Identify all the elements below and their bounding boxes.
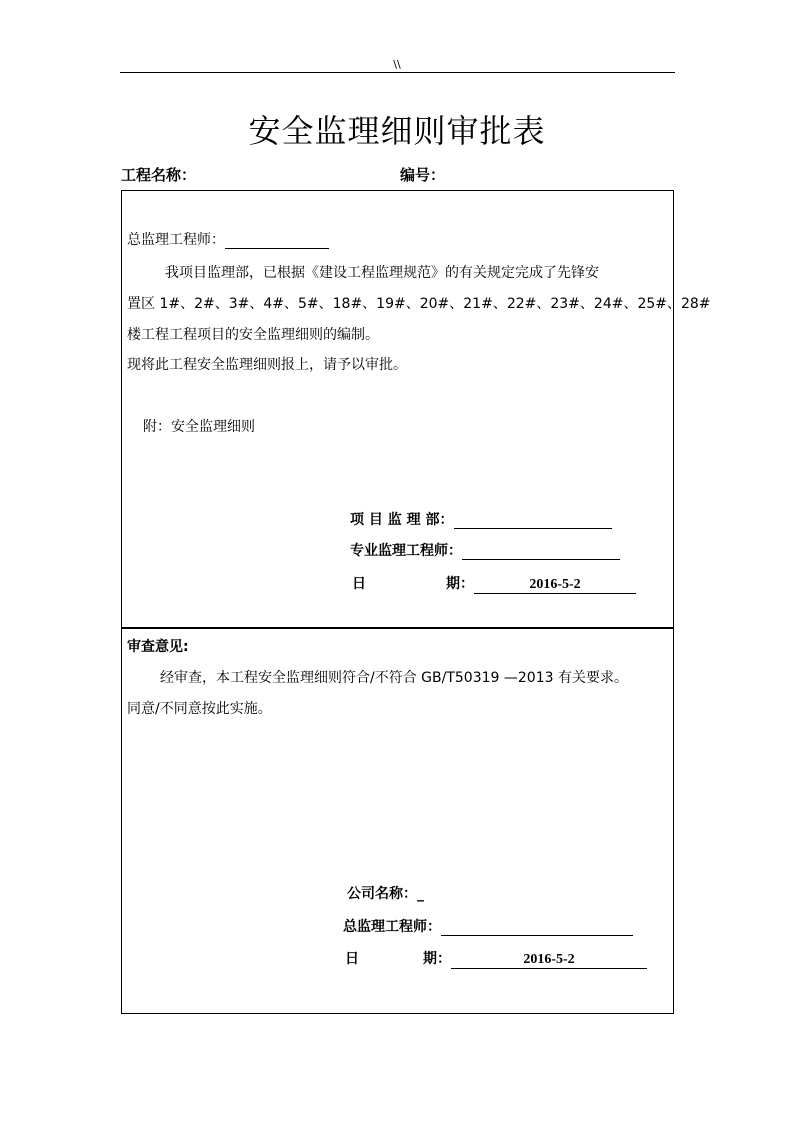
company-value[interactable]: _: [417, 886, 424, 902]
number-label: 编号：: [400, 166, 446, 184]
dept-label: 项 目 监 理 部：: [350, 512, 454, 528]
chief-engineer-row: [127, 229, 329, 249]
para-line-3: 楼工程工程项目的安全监理细则的编制。: [127, 327, 379, 343]
specialist-row: [350, 540, 620, 560]
review-heading: 审查意见:: [127, 639, 189, 655]
para-line-1: 我项目监理部，已根据《建设工程监理规范》的有关规定完成了先锋安: [165, 265, 599, 281]
date-label-left: 日: [352, 576, 366, 592]
chief-engineer-label: 总监理工程师：: [127, 232, 225, 248]
specialist-label: 专业监理工程师：: [350, 543, 462, 559]
header-rule: [120, 72, 675, 73]
para-line-4: 现将此工程安全监理细则报上，请予以审批。: [127, 357, 407, 373]
review-para-line-1: 经审查，本工程安全监理细则符合/不符合 GB/T50319 —2013 有关要求。: [160, 670, 628, 686]
date-value[interactable]: 2016-5-2: [474, 577, 636, 594]
review-date-value[interactable]: 2016-5-2: [451, 952, 647, 969]
submission-section: [121, 190, 674, 629]
review-date-label-right: 期：: [423, 951, 451, 967]
para-line-2: 置区 1#、2#、3#、4#、5#、18#、19#、20#、21#、22#、23#、24#、25#、28#: [127, 296, 711, 312]
header-mark: \\: [393, 58, 401, 71]
review-para-line-2: 同意/不同意按此实施。: [127, 701, 272, 717]
date-label-right: 期：: [446, 576, 474, 592]
review-chief-field[interactable]: [441, 919, 633, 936]
chief-engineer-field[interactable]: [225, 232, 329, 249]
company-label: 公司名称：: [347, 886, 417, 902]
company-row: [347, 883, 424, 903]
dept-field[interactable]: [454, 512, 612, 529]
date-row: [446, 573, 636, 594]
review-date-row: [423, 948, 647, 969]
specialist-field[interactable]: [462, 543, 620, 560]
document-title: 安全监理细则审批表: [248, 112, 546, 150]
review-date-label-left: 日: [345, 951, 359, 967]
review-chief-label: 总监理工程师：: [343, 919, 441, 935]
attachment-note: 附：安全监理细则: [143, 419, 255, 435]
review-chief-row: [343, 916, 633, 936]
dept-row: [350, 509, 612, 529]
project-name-label: 工程名称：: [121, 166, 197, 184]
